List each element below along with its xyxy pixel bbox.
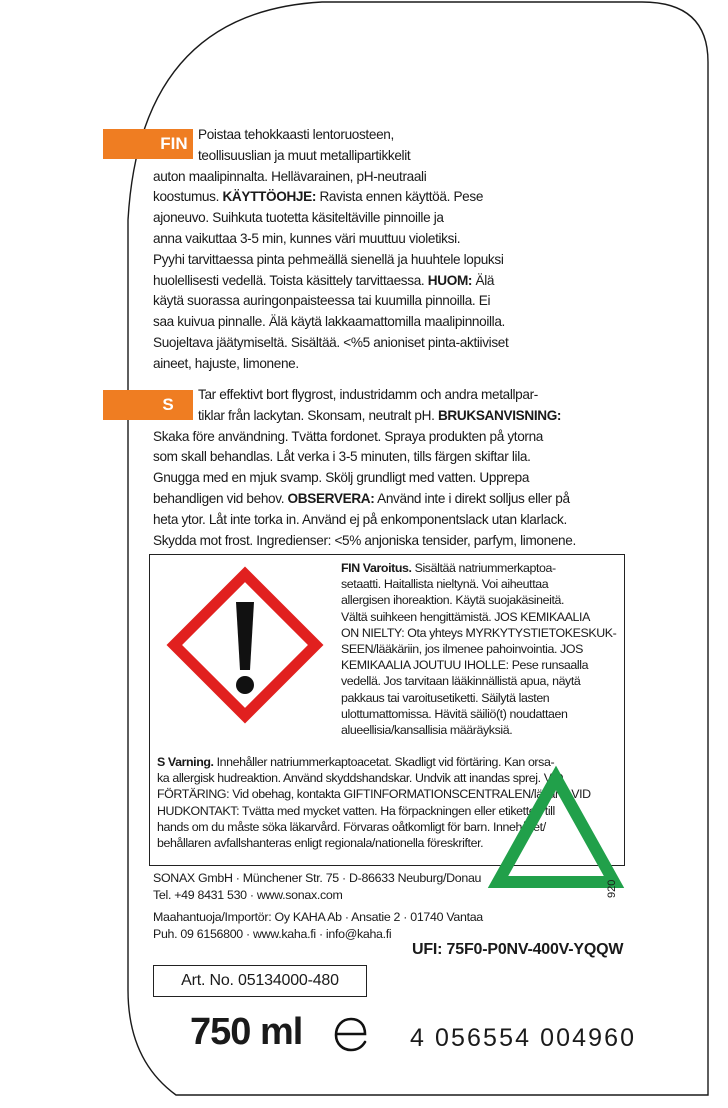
- text-line: [153, 468, 576, 489]
- green-triangle-icon: [486, 764, 626, 894]
- text-segment: ka allergisk hudreaktion. Använd skyddshandskar. Undvik att inandas sprej. VID: [157, 771, 564, 786]
- text-line: [341, 657, 616, 673]
- manufacturer-address: SONAX GmbH · Münchener Str. 75 · D-86633 Neuburg/Donau Tel. +49 8431 530 · www.sonax.com: [153, 871, 482, 902]
- text-line: [341, 609, 616, 625]
- bold-heading: FIN Varoitus.: [341, 561, 412, 575]
- bold-heading: BRUKSANVISNING:: [437, 407, 562, 423]
- text-segment: Gnugga med en mjuk svamp. Skölj grundligt med vatten. Upprepa: [153, 470, 530, 486]
- text-line: [153, 167, 508, 188]
- text-line: [153, 531, 576, 552]
- text-line: [153, 333, 508, 354]
- text-line: [153, 146, 508, 167]
- s-language-tag: S: [103, 390, 193, 420]
- text-line: [153, 427, 576, 448]
- text-line: [153, 312, 508, 333]
- text-line: [153, 208, 508, 229]
- text-segment: Älä: [472, 272, 495, 288]
- text-line: [341, 722, 616, 738]
- text-segment: Pyyhi tarvittaessa pinta pehmeällä sienellä ja huuhtele lopuksi: [153, 251, 504, 267]
- text-line: [341, 592, 616, 608]
- text-segment: käytä suorassa auringonpaisteessa tai kuumilla pinnoilla. Ei: [153, 293, 491, 309]
- text-segment: Ravista ennen käyttöä. Pese: [316, 189, 484, 205]
- text-segment: Skydda mot frost. Ingredienser: <5% anjoniska tensider, parfym, limonene.: [153, 532, 576, 548]
- text-line: [153, 125, 508, 146]
- text-segment: Innehåller natriummerkaptoacetat. Skadligt vid förtäring. Kan orsa-: [213, 755, 555, 769]
- volume-label: 750 ml: [190, 1011, 303, 1053]
- text-segment: behandligen vid behov.: [153, 490, 288, 506]
- text-line: [153, 354, 508, 375]
- text-line: [153, 447, 576, 468]
- text-segment: SEEN/lääkäriin, jos ilmenee pahoinvointia. JOS: [341, 642, 583, 657]
- text-line: [341, 706, 616, 722]
- text-segment: behållaren avfallshanteras enligt regionala/nationella föreskrifter.: [157, 836, 484, 851]
- text-segment: koostumus.: [153, 189, 223, 205]
- estimated-e-icon: [331, 1014, 371, 1054]
- batch-code: 920: [606, 879, 618, 898]
- text-segment: ajoneuvo. Suihkuta tuotetta käsiteltäville pinnoille ja: [153, 210, 444, 226]
- article-number: Art. No. 05134000-480: [153, 965, 367, 997]
- bold-heading: OBSERVERA:: [287, 490, 375, 506]
- text-line: [153, 385, 576, 406]
- fin-description: [153, 125, 508, 375]
- text-segment: hands om du måste söka läkarvård. Förvaras oåtkomligt för barn. Innehållet/: [157, 819, 546, 834]
- text-segment: HUDKONTAKT: Tvätta med mycket vatten. Ha förpackningen eller etiketten till: [157, 803, 555, 818]
- warning-text-fin: [341, 560, 616, 738]
- ufi-code: UFI: 75F0-P0NV-400V-YQQW: [412, 941, 624, 958]
- bold-heading: KÄYTTÖOHJE:: [222, 189, 317, 205]
- bold-heading: S Varning.: [157, 755, 214, 769]
- text-segment: ulottumattomissa. Hävitä säiliö(t) noudattaen: [341, 706, 568, 721]
- exclamation-mark-hazard-icon: [158, 558, 332, 732]
- s-description: [153, 385, 576, 551]
- text-line: [153, 489, 576, 510]
- text-line: [341, 690, 616, 706]
- text-segment: som skall behandlas. Låt verka i 3-5 minuten, tills färgen skiftar lila.: [153, 449, 531, 465]
- text-segment: Skaka före användning. Tvätta fordonet. Spraya produkten på ytorna: [153, 428, 544, 444]
- text-segment: setaatti. Haitallista nieltynä. Voi aiheuttaa: [341, 577, 549, 592]
- text-line: [153, 271, 508, 292]
- text-segment: vedellä. Jos tarvitaan lääkinnällistä apua, näytä: [341, 674, 581, 689]
- text-segment: anna vaikuttaa 3-5 min, kunnes väri muuttuu violetiksi.: [153, 230, 461, 246]
- text-line: [341, 673, 616, 689]
- text-line: [341, 641, 616, 657]
- text-segment: heta ytor. Låt inte torka in. Använd ej på enkomponentslack utan klarlack.: [153, 511, 567, 527]
- text-line: [153, 229, 508, 250]
- text-segment: auton maalipinnalta. Hellävarainen, pH-neutraali: [153, 168, 427, 184]
- text-segment: FÖRTÄRING: Vid obehag, kontakta GIFTINFORMATIONSCENTRALEN/läkare. VID: [157, 787, 591, 802]
- text-segment: KEMIKAALIA JOUTUU IHOLLE: Pese runsaalla: [341, 658, 589, 673]
- text-segment: aineet, hajuste, limonene.: [153, 355, 299, 371]
- text-line: [153, 291, 508, 312]
- text-segment: Vältä suihkeen hengittämistä. JOS KEMIKAALIA: [341, 609, 590, 624]
- text-segment: Tar effektivt bort flygrost, industridamm och andra metallpar-: [198, 387, 538, 402]
- text-segment: pakkaus tai varoitusetiketti. Säilytä lasten: [341, 690, 550, 705]
- text-line: [341, 625, 616, 641]
- text-segment: tiklar från lackytan. Skonsam, neutralt pH.: [198, 407, 438, 423]
- text-line: [153, 510, 576, 531]
- text-segment: ON NIELTY: Ota yhteys MYRKYTYSTIETOKESKUK-: [341, 625, 617, 640]
- text-segment: Använd inte i direkt solljus eller på: [374, 490, 570, 506]
- text-line: [341, 576, 616, 592]
- text-line: [341, 560, 616, 576]
- text-line: [153, 187, 508, 208]
- bold-heading: HUOM:: [427, 272, 473, 288]
- text-segment: saa kuivua pinnalle. Älä käytä lakkaamattomilla maalipinnoilla.: [153, 314, 505, 330]
- text-segment: Suojeltava jäätymiseltä. Sisältää. <%5 anioniset pinta-aktiiviset: [153, 334, 509, 350]
- barcode-number: 4 056554 004960: [410, 1024, 637, 1052]
- text-segment: alueellisia/kansallisia määräyksiä.: [341, 723, 513, 738]
- fin-language-tag: FIN: [103, 129, 193, 159]
- importer-address: Maahantuoja/Importör: Oy KAHA Ab · Ansatie 2 · 01740 Vantaa Puh. 09 6156800 · www.kaha.fi · info@kaha.fi: [153, 910, 483, 941]
- text-segment: Poistaa tehokkaasti lentoruosteen,: [198, 127, 394, 142]
- text-segment: teollisuuslian ja muut metallipartikkelit: [198, 147, 411, 163]
- text-line: [153, 406, 576, 427]
- text-segment: Sisältää natriummerkaptoa-: [411, 561, 556, 575]
- text-segment: huolellisesti vedellä. Toista käsittely tarvittaessa.: [153, 272, 428, 288]
- text-line: [153, 250, 508, 271]
- text-segment: allergisen ihoreaktion. Käytä suojakäsineitä.: [341, 593, 565, 608]
